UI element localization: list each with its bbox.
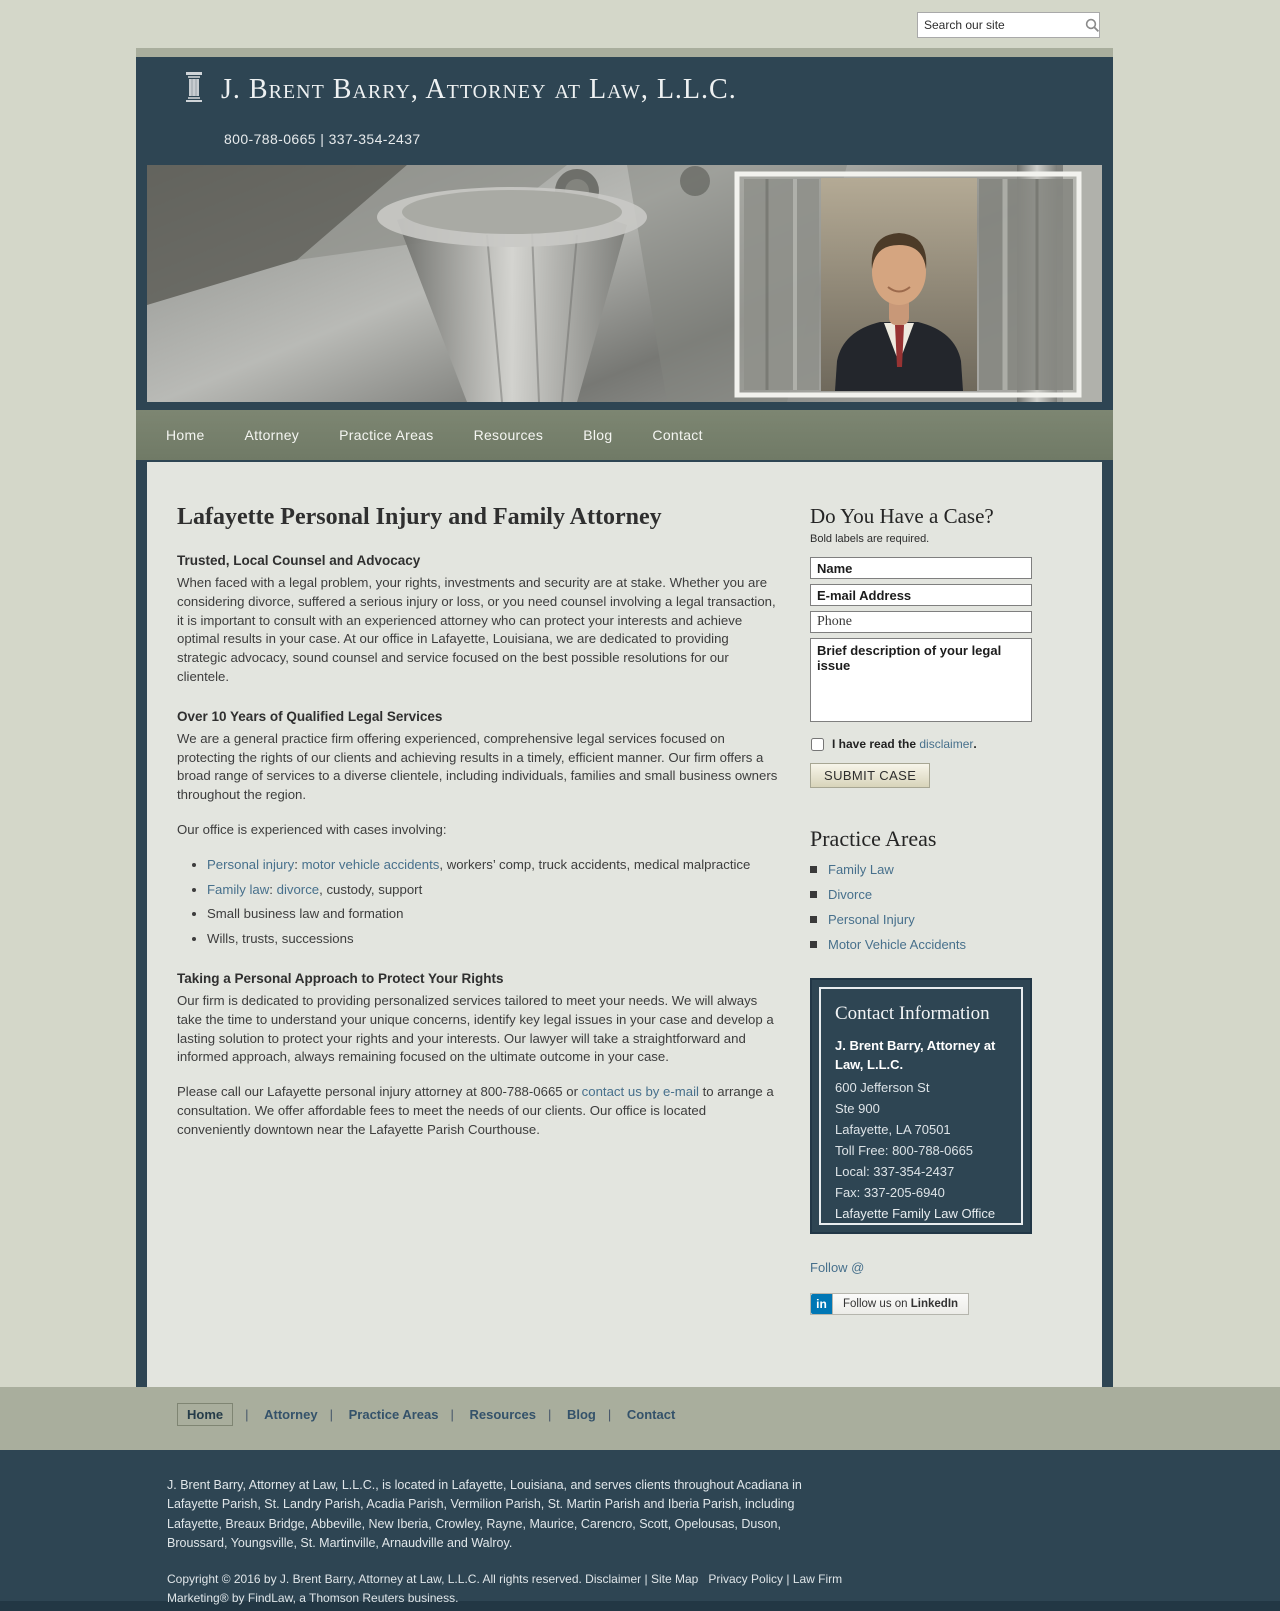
separator: | xyxy=(329,1407,333,1422)
contact-info-title: Contact Information xyxy=(835,1003,990,1024)
practice-areas-title: Practice Areas xyxy=(810,826,937,851)
contact-local-phone: Local: 337-354-2437 xyxy=(835,1163,955,1179)
main-column xyxy=(177,504,781,1387)
nav-item-attorney[interactable]: Attorney xyxy=(244,427,300,443)
list-item xyxy=(207,856,781,875)
footer-nav-practice-areas[interactable]: Practice Areas xyxy=(348,1407,439,1422)
personal-injury-link[interactable]: Personal injury xyxy=(207,856,295,872)
nav-item-contact[interactable]: Contact xyxy=(652,427,703,443)
family-law-link[interactable]: Family law xyxy=(207,881,270,897)
square-bullet-icon xyxy=(810,866,817,873)
copyright-text: Copyright © 2016 by xyxy=(167,1571,280,1586)
footer-nav xyxy=(0,1387,1280,1450)
list-item xyxy=(810,937,1032,952)
list-text: Small business law and formation xyxy=(207,906,404,922)
content-area xyxy=(147,462,1102,1387)
linkedin-button-label: Follow us on LinkedIn xyxy=(843,1298,959,1310)
closing-text: to arrange a consultation. We offer affordable fees to meet the needs of our clients. Our office is located conveniently downtown near the Lafayette Parish Courthouse. xyxy=(177,1084,774,1137)
disclaimer-row xyxy=(810,737,1032,751)
separator: | xyxy=(547,1407,552,1422)
case-form-title: Do You Have a Case? xyxy=(810,504,994,528)
list-text: : xyxy=(294,856,302,872)
nav-item-home[interactable]: Home xyxy=(166,427,205,443)
courthouse-columns-photo xyxy=(147,165,1102,402)
motor-vehicle-accidents-link[interactable]: motor vehicle accidents xyxy=(301,856,440,872)
practice-link-personal-injury[interactable]: Personal Injury xyxy=(828,912,915,927)
disclaimer-link[interactable]: disclaimer xyxy=(919,737,974,751)
nav-item-blog[interactable]: Blog xyxy=(583,427,613,443)
disclaimer-label xyxy=(832,737,977,751)
footer xyxy=(0,1450,1280,1611)
section-body-trusted: When faced with a legal problem, your rights, investments and security are at stake. Whether you are considering divorce, suffered a serious injury or loss, or you need counsel involving a legal transaction, it is important to consult with an experienced attorney who can protect your interests and achieve optimal results in your case. At our office in Lafayette, Louisiana, we are dedicated to providing strategic advocacy, sound counsel and service focused on the best possible resolutions for our clientele. xyxy=(177,575,776,684)
list-text: , workers’ comp, truck accidents, medical malpractice xyxy=(439,856,751,872)
section-heading-experience: Over 10 Years of Qualified Legal Services xyxy=(177,708,443,724)
contact-address-line: 600 Jefferson St xyxy=(835,1079,930,1095)
copyright-text: All rights reserved. xyxy=(479,1571,586,1586)
header-phone-numbers: 800-788-0665 | 337-354-2437 xyxy=(224,131,421,147)
search-button[interactable] xyxy=(1085,13,1100,37)
column-logo-icon xyxy=(185,71,203,108)
contact-address-line: Lafayette, LA 70501 xyxy=(835,1121,951,1137)
list-text: : xyxy=(269,881,277,897)
footer-nav-home[interactable]: Home xyxy=(177,1403,233,1426)
submit-case-button[interactable]: SUBMIT CASE xyxy=(810,763,930,788)
name-field[interactable] xyxy=(810,557,1032,579)
phone-field[interactable] xyxy=(810,611,1032,633)
cases-list xyxy=(177,856,781,949)
nav-item-practice-areas[interactable]: Practice Areas xyxy=(339,427,434,443)
attorney-portrait xyxy=(821,178,977,391)
disclaimer-text: I have read the xyxy=(832,737,920,751)
footer-sitemap-link[interactable]: Site Map xyxy=(650,1571,699,1586)
footer-disclaimer-link[interactable]: Disclaimer xyxy=(585,1571,642,1586)
page-container xyxy=(136,48,1113,1387)
linkedin-follow-button[interactable] xyxy=(810,1293,969,1315)
contact-email-link[interactable]: contact us by e-mail xyxy=(581,1084,699,1100)
practice-link-motor-vehicle[interactable]: Motor Vehicle Accidents xyxy=(828,937,967,952)
practice-areas-list xyxy=(810,862,1032,952)
copyright-line xyxy=(167,1570,847,1608)
square-bullet-icon xyxy=(810,941,817,948)
copyright-text: , a Thomson Reuters business. xyxy=(292,1590,459,1605)
footer-privacy-link[interactable]: Privacy Policy xyxy=(708,1571,784,1586)
list-item xyxy=(207,881,781,900)
list-item xyxy=(207,905,781,924)
list-item xyxy=(810,862,1032,877)
list-text: Wills, trusts, successions xyxy=(207,931,354,947)
legal-issue-field[interactable] xyxy=(810,638,1032,722)
page-title: Lafayette Personal Injury and Family Attorney xyxy=(177,504,662,530)
contact-fax: Fax: 337-205-6940 xyxy=(835,1184,945,1200)
firm-name-title[interactable]: J. Brent Barry, Attorney at Law, L.L.C. xyxy=(221,73,737,105)
square-bullet-icon xyxy=(810,916,817,923)
practice-link-divorce[interactable]: Divorce xyxy=(828,887,873,902)
separator: | xyxy=(245,1407,249,1422)
separator: | xyxy=(607,1407,612,1422)
section-body-approach: Our firm is dedicated to providing personalized services tailored to meet your needs. We will always take the time to understand your unique concerns, identify key legal issues in your case and develop a lasting solution to protect your rights and your interests. Our lawyer will take a straightforward and informed approach, always remaining focused on the ultimate outcome in your case. xyxy=(177,992,774,1065)
square-bullet-icon xyxy=(810,891,817,898)
list-item xyxy=(207,930,781,949)
office-page-link[interactable]: Lafayette Family Law Office xyxy=(835,1205,996,1221)
linkedin-icon: in xyxy=(811,1294,833,1314)
divorce-link[interactable]: divorce xyxy=(276,881,320,897)
case-evaluation-form xyxy=(810,557,1032,788)
contact-information-box xyxy=(810,978,1032,1234)
cases-intro: Our office is experienced with cases involving: xyxy=(177,821,447,837)
copyright-text: | xyxy=(783,1571,793,1586)
contact-address-line: Ste 900 xyxy=(835,1100,880,1116)
section-body-experience: We are a general practice firm offering experienced, comprehensive legal services focused on protecting the rights of our clients and achieving results in a timely, efficient manner. Our firm offers a broad range of services to a diverse clientele, including individuals, families and small business owners throughout the region. xyxy=(177,730,778,803)
follow-link[interactable]: Follow @ xyxy=(810,1260,865,1275)
section-heading-approach: Taking a Personal Approach to Protect Your Rights xyxy=(177,970,504,986)
contact-toll-free: Toll Free: 800-788-0665 xyxy=(835,1142,974,1158)
section-heading-trusted: Trusted, Local Counsel and Advocacy xyxy=(177,553,421,568)
footer-nav-blog[interactable]: Blog xyxy=(566,1407,596,1422)
copyright-text: | xyxy=(641,1571,651,1586)
practice-link-family-law[interactable]: Family Law xyxy=(828,862,894,877)
copyright-text xyxy=(698,1572,708,1586)
main-navigation xyxy=(136,410,1113,460)
list-item xyxy=(810,912,1032,927)
footer-marketing-link[interactable]: Law Firm Marketing xyxy=(167,1571,843,1605)
top-bar xyxy=(0,0,1280,48)
email-field[interactable] xyxy=(810,584,1032,606)
separator: | xyxy=(450,1407,454,1422)
case-form-note: Bold labels are required. xyxy=(810,533,930,545)
hero-image xyxy=(147,165,1102,402)
search-input[interactable] xyxy=(918,14,1085,36)
search-icon xyxy=(1085,18,1100,33)
footer-firm-link[interactable]: J. Brent Barry, Attorney at Law, L.L.C. xyxy=(279,1571,480,1586)
footer-nav-contact[interactable]: Contact xyxy=(626,1407,676,1422)
copyright-text: ® by xyxy=(219,1590,248,1605)
accent-strip xyxy=(136,48,1113,57)
footer-nav-attorney[interactable]: Attorney xyxy=(264,1407,318,1422)
contact-firm-name: J. Brent Barry, Attorney at Law, L.L.C. xyxy=(835,1038,996,1072)
disclaimer-text: . xyxy=(973,737,977,751)
closing-text: Please call our Lafayette personal injury attorney at 800-788-0665 or xyxy=(177,1084,582,1100)
nav-item-resources[interactable]: Resources xyxy=(473,427,544,443)
list-text: , custody, support xyxy=(319,881,423,897)
service-area-text: J. Brent Barry, Attorney at Law, L.L.C., is located in Lafayette, Louisiana, and serves clients throughout Acadiana in Lafayette Parish, St. Landry Parish, Acadia Parish, Vermilion Parish, St. Martin Parish and Iberia Parish, including Lafayette, Breaux Bridge, Abbeville, New Iberia, Crowley, Rayne, Maurice, Carencro, Scott, Opelousas, Duson, Broussard, Youngsville, St. Martinville, Arnaudville and Walroy. xyxy=(167,1478,802,1551)
sidebar xyxy=(810,504,1032,1387)
masthead xyxy=(136,57,1113,165)
site-search[interactable] xyxy=(917,12,1100,38)
closing-paragraph xyxy=(177,1083,781,1139)
footer-nav-resources[interactable]: Resources xyxy=(469,1407,536,1422)
disclaimer-checkbox[interactable] xyxy=(811,738,824,751)
footer-findlaw-link[interactable]: FindLaw xyxy=(247,1590,293,1605)
list-item xyxy=(810,887,1032,902)
